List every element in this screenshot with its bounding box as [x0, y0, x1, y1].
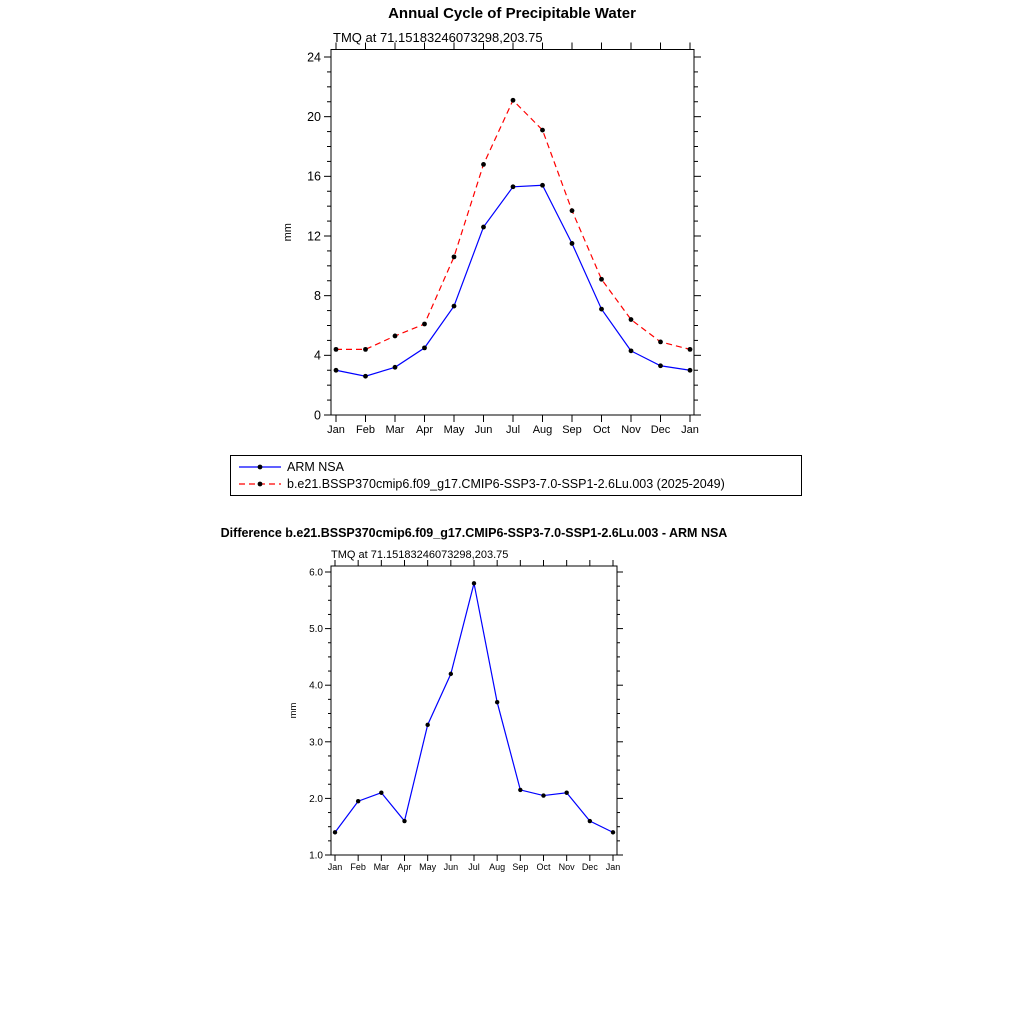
data-point-marker: [393, 365, 398, 370]
x-tick-label: Feb: [350, 862, 366, 872]
x-tick-label: Jan: [605, 862, 621, 872]
x-tick-label: Jun: [443, 862, 459, 872]
x-tick-label: Sep: [562, 424, 582, 436]
data-point-marker: [363, 374, 368, 379]
x-tick-label: Dec: [650, 424, 671, 436]
legend-label-model: b.e21.BSSP370cmip6.f09_g17.CMIP6-SSP3-7.0-SSP1-2.6Lu.003 (2025-2049): [287, 477, 725, 491]
chart2-subtitle: TMQ at 71.15183246073298,203.75: [331, 549, 509, 561]
data-point-marker: [472, 581, 476, 585]
y-tick-label: 4: [314, 348, 321, 363]
data-point-marker: [495, 700, 499, 704]
y-tick-label: 5.0: [309, 624, 323, 636]
data-point-marker: [422, 322, 427, 327]
y-tick-label: 8: [314, 289, 321, 304]
data-point-marker: [540, 128, 545, 133]
chart2-title: Difference b.e21.BSSP370cmip6.f09_g17.CMIP6-SSP3-7.0-SSP1-2.6Lu.003 - ARM NSA: [220, 526, 728, 540]
chart1-subtitle: TMQ at 71.15183246073298,203.75: [333, 30, 543, 45]
data-point-marker: [588, 819, 592, 823]
x-tick-label: May: [419, 862, 437, 872]
data-point-marker: [452, 304, 457, 309]
legend-box: [230, 455, 802, 496]
x-tick-label: Jul: [468, 862, 480, 872]
data-point-marker: [518, 788, 522, 792]
data-point-marker: [481, 225, 486, 230]
data-point-marker: [658, 363, 663, 368]
data-point-marker: [511, 98, 516, 103]
plot-box: [331, 50, 694, 416]
data-point-marker: [452, 254, 457, 259]
data-point-marker: [393, 334, 398, 339]
data-point-marker: [629, 348, 634, 353]
y-tick-label: 24: [307, 50, 321, 65]
y-tick-label: 12: [307, 229, 321, 244]
data-point-marker: [599, 307, 604, 312]
data-point-marker: [540, 183, 545, 188]
x-tick-label: Oct: [592, 424, 611, 436]
y-tick-label: 3.0: [309, 737, 323, 749]
x-tick-label: Nov: [558, 862, 575, 872]
data-point-marker: [599, 277, 604, 282]
x-tick-label: Apr: [415, 424, 434, 436]
data-point-marker: [570, 241, 575, 246]
x-tick-label: Jan: [681, 424, 699, 436]
y-axis-title: mm: [282, 223, 294, 242]
data-point-marker: [363, 347, 368, 352]
x-tick-label: Dec: [581, 862, 598, 872]
y-axis-title: mm: [288, 702, 299, 719]
y-tick-label: 16: [307, 169, 321, 184]
y-tick-label: 1.0: [309, 850, 323, 862]
legend-item-arm-nsa: [237, 460, 795, 474]
chart-annual_cycle: [282, 43, 701, 437]
data-point-marker: [658, 340, 663, 345]
data-point-marker: [511, 184, 516, 189]
x-tick-label: Jan: [327, 862, 343, 872]
data-point-marker: [629, 317, 634, 322]
data-point-marker: [379, 791, 383, 795]
series-line: [336, 100, 690, 349]
x-tick-label: Jul: [505, 424, 521, 436]
data-point-marker: [481, 162, 486, 167]
x-tick-label: Jan: [327, 424, 345, 436]
x-tick-label: Mar: [385, 424, 405, 436]
x-tick-label: May: [443, 424, 465, 436]
legend-item-model: [237, 477, 795, 491]
data-point-marker: [564, 791, 568, 795]
data-point-marker: [541, 793, 545, 797]
x-tick-label: Apr: [397, 862, 412, 872]
x-tick-label: Feb: [356, 424, 375, 436]
data-point-marker: [449, 672, 453, 676]
x-tick-label: Nov: [621, 424, 641, 436]
x-tick-label: Aug: [532, 424, 553, 436]
data-point-marker: [425, 723, 429, 727]
x-tick-label: Sep: [512, 862, 529, 872]
y-tick-label: 4.0: [309, 680, 323, 692]
data-point-marker: [402, 819, 406, 823]
data-point-marker: [688, 347, 693, 352]
x-tick-label: Oct: [536, 862, 551, 872]
plot-box: [331, 566, 617, 855]
x-tick-label: Jun: [474, 424, 493, 436]
data-point-marker: [688, 368, 693, 373]
series-line: [336, 185, 690, 376]
dashed-line-sample-icon: [237, 478, 283, 490]
y-tick-label: 0: [314, 408, 321, 423]
data-point-marker: [570, 208, 575, 213]
chart-difference: [288, 560, 623, 872]
legend-label-arm-nsa: ARM NSA: [287, 460, 344, 474]
series-line: [335, 583, 613, 832]
data-point-marker: [422, 345, 427, 350]
data-point-marker: [333, 830, 337, 834]
data-point-marker: [334, 368, 339, 373]
data-point-marker: [356, 799, 360, 803]
chart1-title: Annual Cycle of Precipitable Water: [388, 5, 636, 22]
x-tick-label: Aug: [489, 862, 506, 872]
y-tick-label: 2.0: [309, 793, 323, 805]
y-tick-label: 6.0: [309, 567, 323, 579]
y-tick-label: 20: [307, 110, 321, 125]
data-point-marker: [334, 347, 339, 352]
x-tick-label: Mar: [373, 862, 390, 872]
data-point-marker: [611, 830, 615, 834]
solid-line-sample-icon: [237, 461, 283, 473]
